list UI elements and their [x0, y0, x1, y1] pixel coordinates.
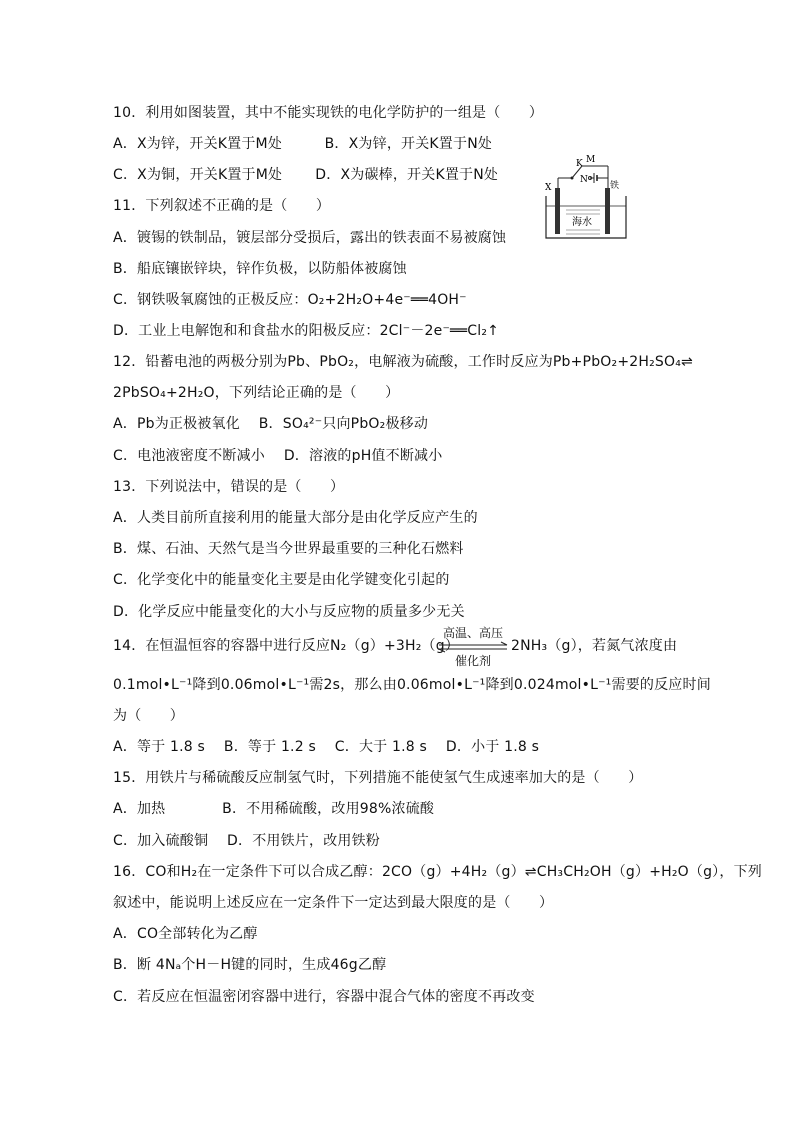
electrode-x-label: X — [545, 183, 552, 193]
q13-option-d: D．化学反应中能量变化的大小与反应物的质量多少无关 — [113, 604, 465, 620]
q13-option-a: A．人类目前所直接利用的能量大部分是由化学反应产生的 — [113, 510, 478, 526]
q11-option-c: C．钢铁吸氧腐蚀的正极反应：O₂+2H₂O+4e⁻══4OH⁻ — [113, 292, 467, 308]
q11-option-a: A．镀锡的铁制品，镀层部分受损后，露出的铁表面不易被腐蚀 — [113, 230, 507, 246]
q10-options-ab: A．X为锌，开关K置于M处 B．X为锌，开关K置于N处 — [113, 136, 493, 152]
electrochemical-protection-diagram — [542, 150, 632, 246]
q11-option-b: B．船底镶嵌锌块，锌作负极，以防船体被腐蚀 — [113, 261, 407, 277]
q16-stem-line1: 16．CO和H₂在一定条件下可以合成乙醇：2CO（g）+4H₂（g）⇌CH₃CH₂OH（g）+H₂O（g），下列 — [113, 864, 762, 880]
switch-k-label: K — [576, 159, 583, 169]
reaction-equilibrium-arrow — [437, 626, 509, 670]
q10-options-cd: C．X为铜，开关K置于M处 D．X为碳棒，开关K置于N处 — [113, 167, 499, 183]
q12-stem-line1: 12．铅蓄电池的两极分别为Pb、PbO₂，电解液为硫酸，工作时反应为Pb+PbO₂+2H₂SO₄⇌ — [113, 354, 693, 370]
reaction-condition-top: 高温、高压 — [442, 626, 503, 640]
equilibrium-arrow-icon — [437, 641, 509, 653]
q14-stem-left: 14．在恒温恒容的容器中进行反应N₂（g）+3H₂（g） — [113, 638, 460, 654]
q14-options: A．等于 1.8 s B．等于 1.2 s C．大于 1.8 s D．小于 1.8 s — [113, 739, 540, 755]
q16-option-a: A．CO全部转化为乙醇 — [113, 926, 258, 942]
contact-m-label: M — [586, 155, 596, 165]
q15-options-ab: A．加热 B．不用稀硫酸，改用98%浓硫酸 — [113, 801, 435, 817]
q12-options-cd: C．电池液密度不断减小 D．溶液的pH值不断减小 — [113, 448, 443, 464]
q13-option-b: B．煤、石油、天然气是当今世界最重要的三种化石燃料 — [113, 541, 464, 557]
q14-stem-right: 2NH₃（g），若氮气浓度由 — [511, 638, 678, 654]
q15-options-cd: C．加入硫酸铜 D．不用铁片，改用铁粉 — [113, 833, 381, 849]
reaction-condition-bottom: 催化剂 — [454, 654, 491, 668]
q16-option-b: B．断 4Nₐ个H－H键的同时，生成46g乙醇 — [113, 957, 387, 973]
q13-stem: 13．下列说法中，错误的是（ ） — [113, 479, 345, 495]
contact-n-label: N — [580, 175, 588, 185]
q13-option-c: C．化学变化中的能量变化主要是由化学键变化引起的 — [113, 572, 450, 588]
seawater-label: 海水 — [572, 217, 592, 228]
q14-stem-line2: 0.1mol•L⁻¹降到0.06mol•L⁻¹需2s，那么由0.06mol•L⁻¹降到0.024mol•L⁻¹需要的反应时间 — [113, 677, 711, 693]
q15-stem: 15．用铁片与稀硫酸反应制氢气时，下列措施不能使氢气生成速率加大的是（ ） — [113, 770, 643, 786]
q14-stem-line3: 为（ ） — [113, 708, 184, 724]
q12-options-ab: A．Pb为正极被氧化 B．SO₄²⁻只向PbO₂极移动 — [113, 416, 429, 432]
q16-option-c: C．若反应在恒温密闭容器中进行，容器中混合气体的密度不再改变 — [113, 989, 535, 1005]
iron-electrode-label: 铁 — [610, 181, 620, 191]
q12-stem-line2: 2PbSO₄+2H₂O，下列结论正确的是（ ） — [113, 385, 400, 401]
q16-stem-line2: 叙述中，能说明上述反应在一定条件下一定达到最大限度的是（ ） — [113, 895, 554, 911]
q11-stem: 11．下列叙述不正确的是（ ） — [113, 198, 331, 214]
q10-stem: 10．利用如图装置，其中不能实现铁的电化学防护的一组是（ ） — [113, 105, 544, 121]
q11-option-d: D．工业上电解饱和和食盐水的阳极反应：2Cl⁻－2e⁻══Cl₂↑ — [113, 323, 500, 339]
